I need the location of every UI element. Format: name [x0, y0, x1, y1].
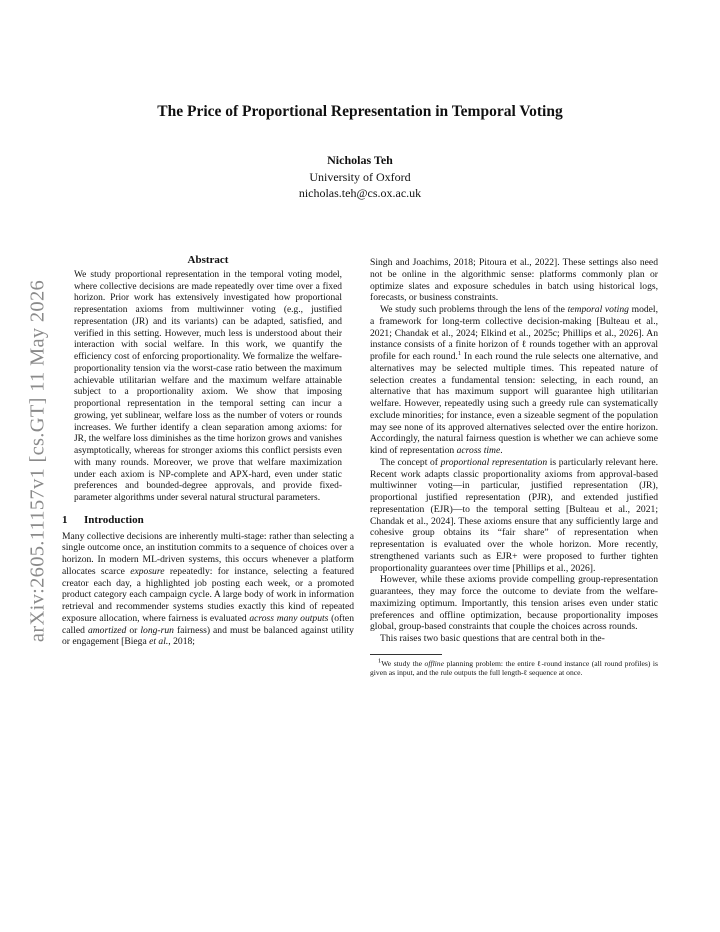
right-paragraph-questions: This raises two basic questions that are central both in the-	[380, 633, 605, 644]
right-paragraph-continuation: Singh and Joachims, 2018; Pitoura et al., 2022]. These settings also need not be online in the algorithmic sense: platforms commonly plan or optimize slates and exposure schedules in batch using historical logs, forecasts, or business constraints.	[370, 257, 658, 304]
right-paragraph-proportional-representation: The concept of proportional representation is particularly relevant here. Recent work adapts classic proportionality axioms from approval-based multiwinner voting—in particular, justified representation (JR), proportional justified representation (PJR), and extended justified representation (EJR)—to the temporal setting [Bulteau et al., 2021; Chandak et al., 2024]. These axioms ensure that any sufficiently large and cohesive group obtains its “fair share” of representation when representation is evaluated over the whole horizon. More recently, strengthened variants such as EJR+ were proposed to further tighten proportionality guarantees over time [Phillips et al., 2026].	[370, 456, 658, 574]
intro-paragraph-1: Many collective decisions are inherently multi-stage: rather than selecting a single outcome once, an institution commits to a sequence of choices over a horizon. In modern ML-driven systems, this occurs whenever a platform allocates scarce exposure repeatedly: for instance, selecting a featured creator each day, a highlighted job posting each week, or a promoted product category each campaign cycle. A large body of work in information retrieval and recommender systems studies exactly this kind of repeated exposure allocation, where fairness is evaluated across many outputs (often called amortized or long-run fairness) and must be balanced against utility or engagement [Biega et al., 2018;	[62, 530, 354, 648]
paper-title: The Price of Proportional Representation in Temporal Voting	[157, 103, 563, 120]
right-paragraph-tension: However, while these axioms provide compelling group-representation guarantees, they may force the outcome to deviate from the welfare-maximizing optimum. Importantly, this tension arises even under static preferences and offline optimization, because proportionality imposes global, group-based constraints that couple the choices across rounds.	[370, 574, 658, 633]
arxiv-identifier: arXiv:2605.11157v1 [cs.GT] 11 May 2026	[26, 279, 49, 643]
left-column	[62, 255, 354, 648]
footnote-1: $^1$We study the offline planning problem: the entire ℓ-round instance (all round profiles) is given as input, and the rule outputs the full length-ℓ sequence at once.	[370, 657, 658, 677]
author-name: Nicholas Teh	[327, 153, 393, 167]
abstract-text: We study proportional representation in the temporal voting model, where collective decisions are made repeatedly over time over a fixed horizon. Prior work has extensively investigated how proportional representation axioms from multiwinner voting (e.g., justified representation (JR) and its variants) can be adapted, satisfied, and verified in this setting. However, much less is understood about their interaction with social welfare. In this work, we quantify the efficiency cost of enforcing proportionality. We formalize the welfare-proportionality tension via the worst-case ratio between the maximum achievable utilitarian welfare and the maximum welfare attainable subject to a proportionality axiom. We show that imposing proportional representation in the temporal setting can incur a growing, yet sublinear, welfare loss as the number of voters or rounds increases. We further identify a clean separation among axioms: for JR, the welfare loss diminishes as the time horizon grows and vanishes asymptotically, whereas for stronger axioms this conflict persists even with many rounds. Moreover, we prove that welfare maximization under each axiom is NP-complete and APX-hard, even under static preferences and bounded-degree approvals, and provide fixed-parameter algorithms under several natural structural parameters.	[74, 269, 342, 503]
footnote-divider	[370, 654, 442, 655]
author-email: nicholas.teh@cs.ox.ac.uk	[298, 186, 422, 200]
footnote-marker: 1	[457, 349, 462, 357]
section-heading-introduction	[62, 515, 354, 527]
right-paragraph-temporal-voting: We study such problems through the lens of the temporal voting model, a framework for long-term collective decision-making [Bulteau et al., 2021; Chandak et al., 2024; Elkind et al., 2025c; Phillips et al., 2026]. An instance consists of a finite horizon of ℓ rounds together with an approval profile for each round.$^1$ In each round the rule selects one alternative, and alternatives may be selected multiple times. This repeated nature of selection creates a fundamental tension: selecting, in each round, an alternative that has maximum support will guarantee high utilitarian welfare. However, repeatedly using such a greedy rule can systematically exclude minorities; for instance, even a sizeable segment of the population may see none of its approved alternatives selected over the entire horizon. Accordingly, the natural fairness question is whether we can achieve some kind of representation across time.	[370, 304, 659, 456]
right-column	[370, 257, 658, 677]
section-number: 1	[62, 513, 68, 526]
abstract-heading: Abstract	[187, 254, 229, 266]
section-title: Introduction	[84, 513, 144, 526]
author-affiliation: University of Oxford	[309, 170, 411, 184]
